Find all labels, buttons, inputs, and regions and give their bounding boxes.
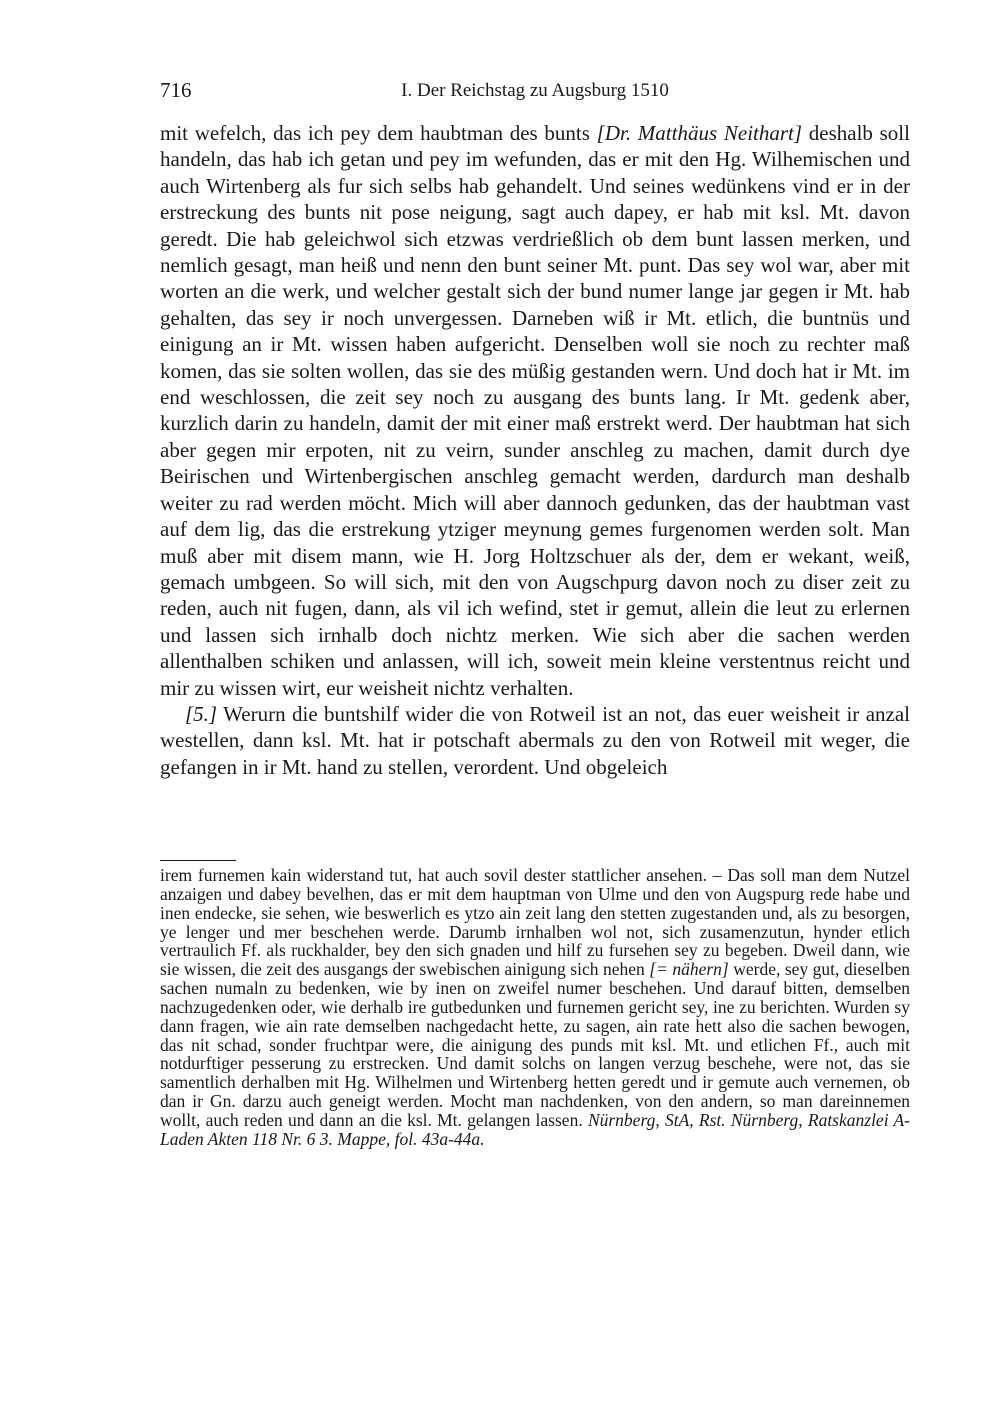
running-title: I. Der Reichstag zu Augsburg 1510	[401, 80, 669, 101]
footnote	[160, 866, 910, 1149]
footnote-source: Nürnberg, StA, Rst. Nürnberg, Ratskanzlei A-Laden Akten 118 Nr. 6 3. Mappe, fol. 43a-44a.	[160, 1109, 910, 1149]
footnote-rule	[160, 860, 236, 861]
paragraph-2-text: Werurn die buntshilf wider die von Rotweil ist an not, das euer weisheit ir anzal westellen, dann ksl. Mt. hat ir potschaft abermals zu den von Rotweil mit weger, die gefangen in ir Mt. hand zu stellen, verordent. Und obgeleich	[160, 701, 910, 779]
editorial-insertion: [Dr. Matthäus Neithart]	[596, 121, 803, 145]
footnote-part-1: irem furnemen kain widerstand tut, hat auch sovil dester stattlicher ansehen. – Das soll man dem Nutzel anzaigen und dabey bevelhen, das er mit dem hauptman von Ulme und den von Augspurg rede habe und inen endecke, sie sehen, wie beswerlich es ytzo ain zeit lang den stetten zugestanden und, als zu besorgen, ye lenger und mer beschehen werde. Darumb irnhalben wol not, sich zusamenzutun, hynder etlich vertraulich Ff. als ruckhalder, bey den sich gnaden und hilf zu fursehen sey zu begeben. Dweil dann, wie sie wissen, die zeit des ausgangs der swebischen ainigung sich nehen	[160, 865, 910, 980]
paragraph-1-rest: deshalb soll handeln, das hab ich getan und pey im wefunden, das er mit den Hg. Wilhemischen und auch Wirtenberg als fur sich selbs hab gehandelt. Und seines wedünkens vind er in der erstreckung des bunts nit pose neigung, sagt auch dapey, er hab mit ksl. Mt. davon geredt. Die hab geleichwol sich etzwas verdrießlich ob dem bunt lassen merken, und nemlich gesagt, man heiß und nenn den bunt seiner Mt. punt. Das sey wol war, aber mit worten an die werk, und welcher gestalt sich der bund numer lange jar gegen ir Mt. hab gehalten, das sey ir noch unvergessen. Darneben wiß ir Mt. etlich, die buntnüs und einigung an ir Mt. wissen haben aufgericht. Denselben woll sie noch zu rechter maß komen, das sie solten wollen, das sie des müßig gestanden wern. Und doch hat ir Mt. im end weschlossen, die zeit sey noch zu ausgang des bunts lang. Ir Mt. gedenk aber, kurzlich darin zu handeln, damit der mit einer maß erstrekt werd. Der haubtman hat sich aber gegen mir erpoten, nit zu veirn, sunder anschleg zu machen, damit durch dye Beirischen und Wirtenbergischen anschleg gemacht werden, dardurch man deshalb weiter zu rad werden möcht. Mich will aber dannoch gedunken, das der haubtman vast auf dem lig, das die erstrekung ytziger meynung gemes furgenomen werden solt. Man muß aber mit disem mann, wie H. Jorg Holtzschuer als der, dem er wekant, weiß, gemach umbgeen. So will sich, mit den von Augschpurg davon noch zu diser zeit zu reden, auch nit fugen, dann, als vil ich wefind, stet ir gemut, allein die leut zu erlernen und lassen sich irnhalb doch nichtz merken. Wie sich aber die sachen werden allenthalben schiken und anlassen, will ich, soweit mein kleine verstentnus reicht und mir zu wissen wirt, eur weisheit nichtz verhalten.	[160, 121, 910, 700]
paragraph-1	[160, 120, 910, 701]
footnote-gloss: [= nähern]	[649, 959, 729, 980]
page-header	[160, 78, 910, 108]
paragraph-1-start: mit wefelch, das ich pey dem haubtman des bunts	[160, 121, 597, 145]
footnote-part-2: werde, sey gut, dieselben sachen numaln zu bedenken, wie by inen on zweifel numer beschehen. Und darauf bitten, demselben nachzugedenken oder, wie derhalb ire gutbedunken und furnemen gericht sey, ine zu berichten. Wurden sy dann fragen, wie ain rate demselben nachgedacht hette, zu sagen, ain rate hett also die sachen bewogen, das nit schad, sonder fruchtpar were, die ainigung des punds mit ksl. Mt. und etlichen Ff., auch mit notdurftiger pesserung zu erstrecken. Und damit solchs on langen verzug beschehe, were not, das sie samentlich derhalben mit Hg. Wilhelmen und Wirtenberg hetten geredt und ir gemute auch vernemen, ob dan ir Gn. darzu auch geneigt werden. Mocht man nachdenken, von den andern, so man dareinnemen wollt, auch reden und dann an die ksl. Mt. gelangen lassen.	[160, 959, 910, 1130]
page-number: 716	[160, 78, 192, 102]
section-marker: [5.]	[185, 701, 218, 726]
paragraph-2	[160, 701, 910, 780]
main-text	[160, 120, 910, 780]
footnote-text	[160, 866, 910, 1149]
